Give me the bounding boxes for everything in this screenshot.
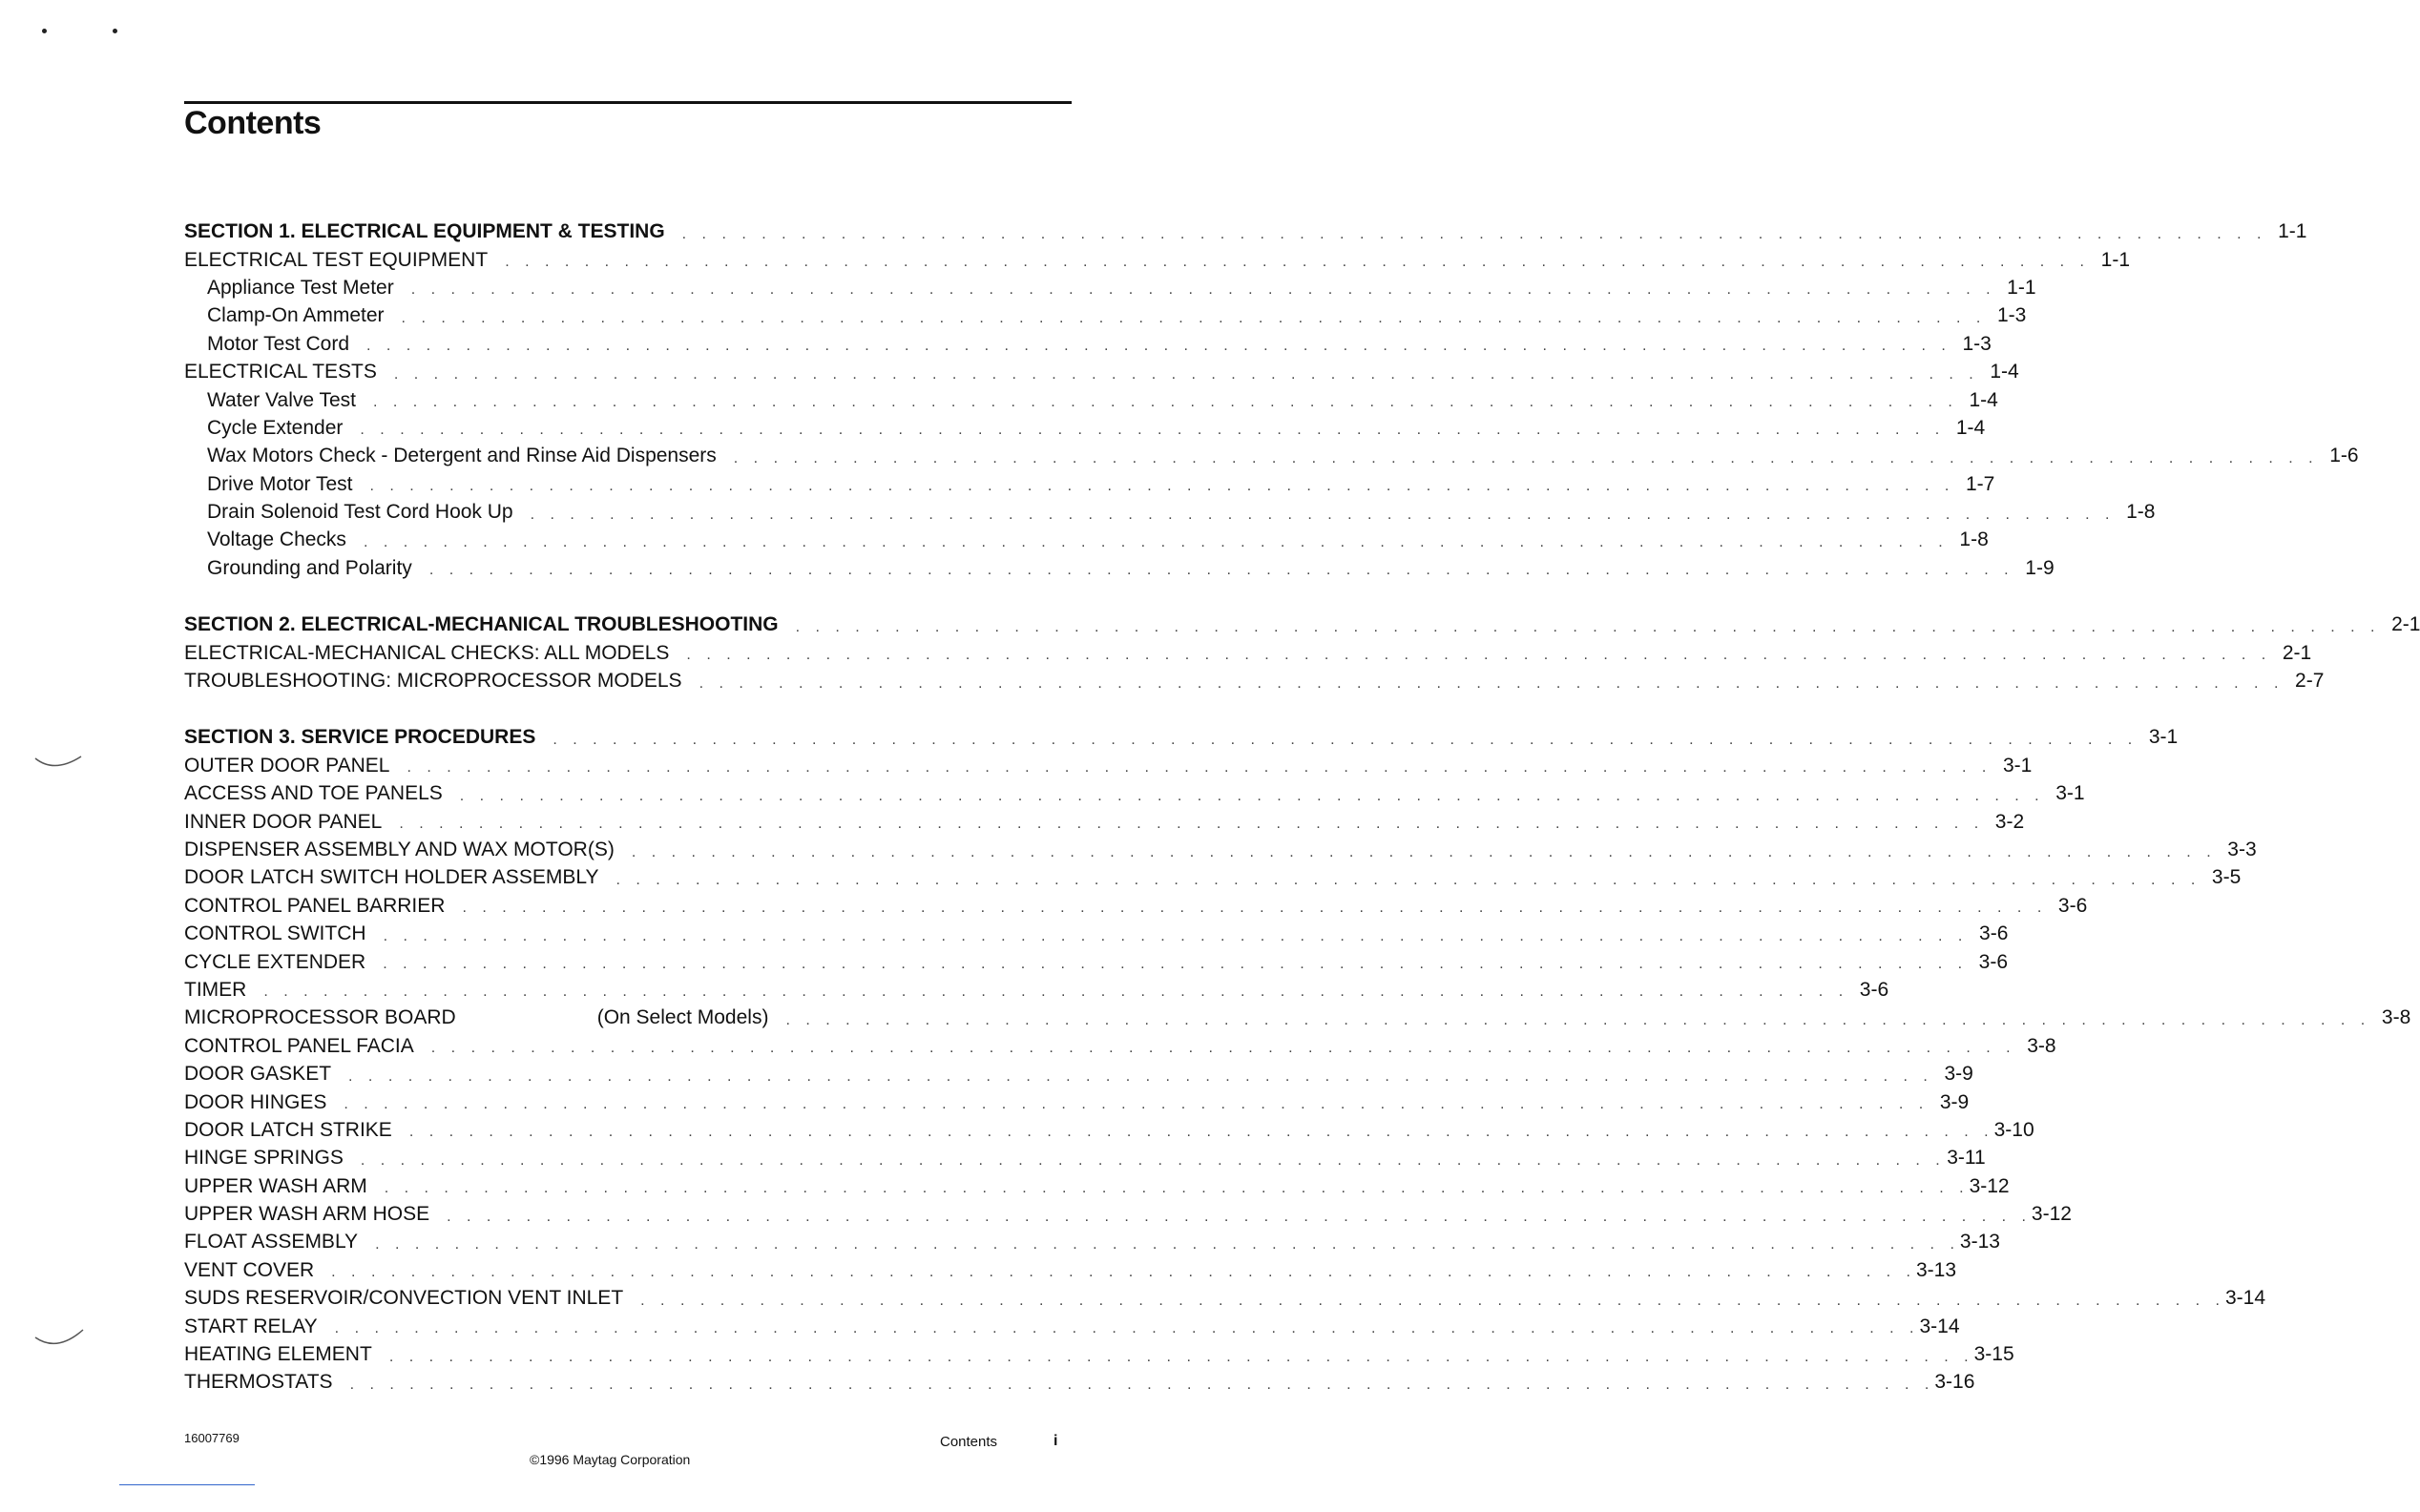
toc-entry[interactable]: [184, 1004, 2411, 1031]
toc-entry[interactable]: [184, 863, 2242, 891]
toc-entry[interactable]: [184, 554, 2055, 582]
toc-entry[interactable]: [184, 1144, 1986, 1171]
toc-entry[interactable]: [184, 779, 2085, 807]
toc-entry-label: UPPER WASH ARM HOSE: [184, 1203, 430, 1226]
toc-entry-page: 3-15: [1973, 1343, 2014, 1366]
doc-number: 16007769: [184, 1431, 240, 1445]
toc-entry-label: Drive Motor Test: [207, 472, 353, 495]
toc-entry-label: Appliance Test Meter: [207, 276, 394, 299]
toc-entry[interactable]: [184, 892, 2088, 920]
toc-entry-page: 1-8: [1959, 528, 1989, 551]
dot-leader: . . . . . . . . . . . . . . . . . . . . . . . . . . . . . . . . . . . . . . . . . . . . . . . . . . . . . . . . . . . . . . . . . . . . . . . . . . . . . . . .: [349, 1376, 1935, 1393]
toc-entry-page: 3-12: [1969, 1174, 2010, 1197]
toc-entry-label: DOOR LATCH SWITCH HOLDER ASSEMBLY: [184, 866, 599, 889]
toc-entry-label: CYCLE EXTENDER: [184, 950, 366, 973]
toc-entry-label: FLOAT ASSEMBLY: [184, 1231, 359, 1253]
toc-entry[interactable]: [184, 1060, 1973, 1087]
toc-entry[interactable]: [184, 385, 1998, 413]
toc-entry[interactable]: [184, 245, 2130, 273]
toc-entry-label: UPPER WASH ARM: [184, 1174, 367, 1197]
dot-leader: . . . . . . . . . . . . . . . . . . . . . . . . . . . . . . . . . . . . . . . . . . . . . . . . . . . . . . . . . . . . . . . . . . . . . . . . . . . . . . . .: [530, 506, 2116, 523]
dot-leader: . . . . . . . . . . . . . . . . . . . . . . . . . . . . . . . . . . . . . . . . . . . . . . . . . . . . . . . . . . . . . . . . . . . . . . . . . . . . . . . .: [462, 900, 2048, 917]
dot-leader: . . . . . . . . . . . . . . . . . . . . . . . . . . . . . . . . . . . . . . . . . . . . . . . . . . . . . . . . . . . . . . . . . . . . . . . . . . . . . . . .: [681, 225, 2267, 242]
dot-leader: . . . . . . . . . . . . . . . . . . . . . . . . . . . . . . . . . . . . . . . . . . . . . . . . . . . . . . . . . . . . . . . . . . . . . . . . . . . . . . . .: [615, 871, 2201, 888]
toc-entry-page: 1-4: [1990, 361, 2019, 383]
toc-entry-label: Voltage Checks: [207, 528, 346, 551]
toc-entry-page: 2-7: [2295, 670, 2325, 693]
toc-entry-page: 3-1: [2055, 782, 2085, 805]
toc-entry-label: Water Valve Test: [207, 388, 357, 411]
toc-entry-label: SUDS RESERVOIR/CONVECTION VENT INLET: [184, 1287, 624, 1310]
toc-entry-page: 1-7: [1965, 472, 1995, 495]
toc-entry-page: 3-1: [2002, 754, 2033, 777]
page-number: i: [1054, 1433, 1058, 1449]
toc-entry-page: 1-1: [2100, 248, 2130, 271]
toc-entry-page: 3-14: [2224, 1287, 2265, 1310]
toc-entry-page: 2-1: [2391, 613, 2420, 636]
dot-leader: . . . . . . . . . . . . . . . . . . . . . . . . . . . . . . . . . . . . . . . . . . . . . . . . . . . . . . . . . . . . . . . . . . . . . . . . . . . . . . . .: [369, 478, 1955, 495]
dot-leader: . . . . . . . . . . . . . . . . . . . . . . . . . . . . . . . . . . . . . . . . . . . . . . . . . . . . . . . . . . . . . . . . . . . . . . . . . . . . . . . .: [360, 1151, 1946, 1169]
toc-entry-label: START RELAY: [184, 1315, 318, 1337]
title-rule: [184, 101, 1072, 104]
toc-entry-page: 3-8: [2381, 1006, 2411, 1029]
toc-entry-label: ELECTRICAL TEST EQUIPMENT: [184, 248, 489, 271]
toc-entry-page: 1-8: [2126, 501, 2156, 524]
toc-entry[interactable]: [184, 442, 2359, 469]
toc-entry[interactable]: [184, 217, 2307, 245]
toc-entry[interactable]: [184, 836, 2257, 863]
scan-dot: [113, 29, 117, 33]
toc-entry-label: ACCESS AND TOE PANELS: [184, 782, 443, 805]
toc-entry-page: 3-2: [1994, 810, 2025, 833]
toc-entry-label: CONTROL PANEL FACIA: [184, 1034, 414, 1057]
toc-entry-page: 1-9: [2025, 556, 2055, 579]
toc-entry-label: Motor Test Cord: [207, 332, 349, 355]
scan-dot: [42, 29, 47, 33]
toc-entry-page: 3-6: [1978, 950, 2009, 973]
dot-leader: . . . . . . . . . . . . . . . . . . . . . . . . . . . . . . . . . . . . . . . . . . . . . . . . . . . . . . . . . . . . . . . . . . . . . . . . . . . . . . . .: [366, 338, 1951, 355]
dot-leader: . . . . . . . . . . . . . . . . . . . . . . . . . . . . . . . . . . . . . . . . . . . . . . . . . . . . . . . . . . . . . . . . . . . . . . . . . . . . . . . .: [408, 1124, 1994, 1141]
toc-entry-page: 3-13: [1915, 1258, 1956, 1281]
toc-entry-page: 3-11: [1947, 1147, 1986, 1170]
dot-leader: . . . . . . . . . . . . . . . . . . . . . . . . . . . . . . . . . . . . . . . . . . . . . . . . . . . . . . . . . . . . . . . . . . . . . . . . . . . . . . . .: [447, 1208, 2032, 1225]
toc-entry-page: 3-9: [1939, 1090, 1970, 1113]
toc-entry-label: CONTROL PANEL BARRIER: [184, 894, 446, 917]
toc-entry-label: DISPENSER ASSEMBLY AND WAX MOTOR(S): [184, 839, 615, 860]
dot-leader: . . . . . . . . . . . . . . . . . . . . . . . . . . . . . . . . . . . . . . . . . . . . . . . . . . . . . . . . . . . . . . . . . . . . . . . . . . . . . . . .: [459, 787, 2045, 804]
toc-entry-page: 3-3: [2227, 839, 2257, 860]
dot-leader: . . . . . . . . . . . . . . . . . . . . . . . . . . . . . . . . . . . . . . . . . . . . . . . . . . . . . . . . . . . . . . . . . . . . . . . . . . . . . . . .: [360, 422, 1946, 439]
toc-entry[interactable]: [184, 1032, 2056, 1060]
copyright: ©1996 Maytag Corporation: [530, 1452, 691, 1467]
toc-entry-label: HINGE SPRINGS: [184, 1147, 344, 1170]
scan-mark: [33, 749, 91, 777]
toc-entry-page: 1-3: [1962, 332, 1992, 355]
toc-entry-page: 1-6: [2329, 445, 2359, 467]
toc-entry[interactable]: [184, 1172, 2010, 1200]
toc-entry-page: 3-5: [2211, 866, 2242, 889]
toc-entry-label: INNER DOOR PANEL: [184, 810, 383, 833]
toc-entry-label: HEATING ELEMENT: [184, 1343, 372, 1366]
toc-entry-note: (On Select Models): [596, 1006, 769, 1029]
dot-leader: . . . . . . . . . . . . . . . . . . . . . . . . . . . . . . . . . . . . . . . . . . . . . . . . . . . . . . . . . . . . . . . . . . . . . . . . . . . . . . . .: [686, 647, 2272, 664]
table-of-contents: [184, 217, 2420, 1397]
toc-entry-label: VENT COVER: [184, 1258, 315, 1281]
toc-entry-page: 3-6: [1979, 922, 2009, 945]
dot-leader: . . . . . . . . . . . . . . . . . . . . . . . . . . . . . . . . . . . . . . . . . . . . . . . . . . . . . . . . . . . . . . . . . . . . . . . . . . . . . . . .: [631, 843, 2217, 860]
toc-entry-label: ELECTRICAL-MECHANICAL CHECKS: ALL MODELS: [184, 641, 670, 664]
toc-entry-label: SECTION 1. ELECTRICAL EQUIPMENT & TESTING: [184, 220, 665, 243]
toc-entry[interactable]: [184, 1200, 2072, 1228]
toc-entry[interactable]: [184, 1368, 1975, 1396]
toc-entry-page: 3-10: [1993, 1118, 2034, 1141]
toc-entry[interactable]: [184, 330, 1992, 358]
dot-leader: . . . . . . . . . . . . . . . . . . . . . . . . . . . . . . . . . . . . . . . . . . . . . . . . . . . . . . . . . . . . . . . . . . . . . . . . . . . . . . . .: [407, 759, 1992, 777]
toc-entry[interactable]: [184, 498, 2156, 526]
toc-entry[interactable]: [184, 976, 1889, 1004]
toc-entry[interactable]: [184, 947, 2009, 975]
toc-entry[interactable]: [184, 611, 2420, 638]
dot-leader: . . . . . . . . . . . . . . . . . . . . . . . . . . . . . . . . . . . . . . . . . . . . . . . . . . . . . . . . . . . . . . . . . . . . . . . . . . . . . . . .: [383, 956, 1969, 973]
toc-entry-page: 3-6: [1859, 978, 1889, 1001]
toc-entry-label: Clamp-On Ammeter: [207, 304, 385, 327]
dot-leader: . . . . . . . . . . . . . . . . . . . . . . . . . . . . . . . . . . . . . . . . . . . . . . . . . . . . . . . . . . . . . . . . . . . . . . . . . . . . . . . .: [263, 984, 1849, 1001]
toc-entry[interactable]: [184, 752, 2033, 779]
dot-leader: . . . . . . . . . . . . . . . . . . . . . . . . . . . . . . . . . . . . . . . . . . . . . . . . . . . . . . . . . . . . . . . . . . . . . . . . . . . . . . . .: [383, 927, 1969, 944]
dot-leader: . . . . . . . . . . . . . . . . . . . . . . . . . . . . . . . . . . . . . . . . . . . . . . . . . . . . . . . . . . . . . . . . . . . . . . . . . . . . . . . .: [785, 1011, 2371, 1028]
toc-entry-label: OUTER DOOR PANEL: [184, 754, 390, 777]
toc-entry[interactable]: [184, 667, 2325, 694]
dot-leader: . . . . . . . . . . . . . . . . . . . . . . . . . . . . . . . . . . . . . . . . . . . . . . . . . . . . . . . . . . . . . . . . . . . . . . . . . . . . . . . .: [375, 1235, 1960, 1253]
toc-entry-label: DOOR GASKET: [184, 1063, 332, 1086]
toc-entry-page: 3-9: [1944, 1063, 1973, 1086]
toc-entry-label: Drain Solenoid Test Cord Hook Up: [207, 501, 513, 524]
dot-leader: . . . . . . . . . . . . . . . . . . . . . . . . . . . . . . . . . . . . . . . . . . . . . . . . . . . . . . . . . . . . . . . . . . . . . . . . . . . . . . . .: [640, 1292, 2225, 1309]
dot-leader: . . . . . . . . . . . . . . . . . . . . . . . . . . . . . . . . . . . . . . . . . . . . . . . . . . . . . . . . . . . . . . . . . . . . . . . . . . . . . . . .: [733, 449, 2319, 466]
toc-entry[interactable]: [184, 807, 2025, 835]
dot-leader: . . . . . . . . . . . . . . . . . . . . . . . . . . . . . . . . . . . . . . . . . . . . . . . . . . . . . . . . . . . . . . . . . . . . . . . . . . . . . . . .: [388, 1348, 1974, 1365]
toc-entry-page: 3-1: [2148, 726, 2179, 749]
toc-entry-page: 3-14: [1919, 1315, 1960, 1337]
dot-leader: . . . . . . . . . . . . . . . . . . . . . . . . . . . . . . . . . . . . . . . . . . . . . . . . . . . . . . . . . . . . . . . . . . . . . . . . . . . . . . . .: [399, 816, 1985, 833]
toc-entry-label: Cycle Extender: [207, 416, 344, 439]
toc-entry-page: 3-8: [2027, 1034, 2056, 1057]
toc-entry[interactable]: [184, 1087, 1970, 1115]
toc-entry[interactable]: [184, 301, 2027, 329]
toc-entry[interactable]: [184, 638, 2312, 666]
dot-leader: . . . . . . . . . . . . . . . . . . . . . . . . . . . . . . . . . . . . . . . . . . . . . . . . . . . . . . . . . . . . . . . . . . . . . . . . . . . . . . . .: [410, 281, 1996, 299]
toc-entry-page: 1-4: [1969, 388, 1998, 411]
dot-leader: . . . . . . . . . . . . . . . . . . . . . . . . . . . . . . . . . . . . . . . . . . . . . . . . . . . . . . . . . . . . . . . . . . . . . . . . . . . . . . . .: [430, 1040, 2016, 1057]
toc-entry-label: DOOR HINGES: [184, 1090, 327, 1113]
toc-entry[interactable]: [184, 723, 2179, 751]
toc-entry-page: 3-13: [1959, 1231, 2000, 1253]
toc-entry-page: 1-3: [1997, 304, 2027, 327]
toc-entry-label: THERMOSTATS: [184, 1371, 333, 1394]
dot-leader: . . . . . . . . . . . . . . . . . . . . . . . . . . . . . . . . . . . . . . . . . . . . . . . . . . . . . . . . . . . . . . . . . . . . . . . . . . . . . . . .: [505, 254, 2090, 271]
toc-entry-label: DOOR LATCH STRIKE: [184, 1118, 392, 1141]
toc-entry[interactable]: [184, 1340, 2014, 1368]
dot-leader: . . . . . . . . . . . . . . . . . . . . . . . . . . . . . . . . . . . . . . . . . . . . . . . . . . . . . . . . . . . . . . . . . . . . . . . . . . . . . . . .: [393, 365, 1979, 383]
toc-entry-label: TIMER: [184, 978, 247, 1001]
dot-leader: . . . . . . . . . . . . . . . . . . . . . . . . . . . . . . . . . . . . . . . . . . . . . . . . . . . . . . . . . . . . . . . . . . . . . . . . . . . . . . . .: [331, 1264, 1916, 1281]
scan-mark: [33, 1326, 91, 1355]
toc-entry-label: CONTROL SWITCH: [184, 922, 366, 945]
toc-entry-label: MICROPROCESSOR BOARD: [184, 1006, 456, 1029]
toc-entry[interactable]: [184, 1284, 2265, 1312]
dot-leader: . . . . . . . . . . . . . . . . . . . . . . . . . . . . . . . . . . . . . . . . . . . . . . . . . . . . . . . . . . . . . . . . . . . . . . . . . . . . . . . .: [699, 674, 2284, 692]
dot-leader: . . . . . . . . . . . . . . . . . . . . . . . . . . . . . . . . . . . . . . . . . . . . . . . . . . . . . . . . . . . . . . . . . . . . . . . . . . . . . . . .: [553, 731, 2138, 748]
toc-entry[interactable]: [184, 274, 2036, 301]
toc-entry-page: 2-1: [2282, 641, 2312, 664]
toc-entry-label: Wax Motors Check - Detergent and Rinse Aid Dispensers: [207, 445, 717, 467]
toc-entry-label: ELECTRICAL TESTS: [184, 361, 377, 383]
toc-entry-page: 3-12: [2031, 1203, 2072, 1226]
footer-section: Contents: [940, 1434, 998, 1450]
toc-entry-page: 1-1: [2278, 220, 2307, 243]
toc-entry[interactable]: [184, 526, 1989, 553]
toc-entry[interactable]: [184, 1228, 2000, 1255]
dot-leader: . . . . . . . . . . . . . . . . . . . . . . . . . . . . . . . . . . . . . . . . . . . . . . . . . . . . . . . . . . . . . . . . . . . . . . . . . . . . . . . .: [373, 394, 1958, 411]
toc-entry[interactable]: [184, 920, 2009, 947]
dot-leader: . . . . . . . . . . . . . . . . . . . . . . . . . . . . . . . . . . . . . . . . . . . . . . . . . . . . . . . . . . . . . . . . . . . . . . . . . . . . . . . .: [428, 562, 2014, 579]
dot-leader: . . . . . . . . . . . . . . . . . . . . . . . . . . . . . . . . . . . . . . . . . . . . . . . . . . . . . . . . . . . . . . . . . . . . . . . . . . . . . . . .: [384, 1180, 1970, 1197]
toc-entry[interactable]: [184, 358, 2019, 385]
toc-entry[interactable]: [184, 1116, 2034, 1144]
dot-leader: . . . . . . . . . . . . . . . . . . . . . . . . . . . . . . . . . . . . . . . . . . . . . . . . . . . . . . . . . . . . . . . . . . . . . . . . . . . . . . . .: [344, 1096, 1930, 1113]
dot-leader: . . . . . . . . . . . . . . . . . . . . . . . . . . . . . . . . . . . . . . . . . . . . . . . . . . . . . . . . . . . . . . . . . . . . . . . . . . . . . . . .: [401, 309, 1987, 326]
dot-leader: . . . . . . . . . . . . . . . . . . . . . . . . . . . . . . . . . . . . . . . . . . . . . . . . . . . . . . . . . . . . . . . . . . . . . . . . . . . . . . . .: [795, 618, 2381, 635]
toc-entry-label: Grounding and Polarity: [207, 556, 412, 579]
dot-leader: . . . . . . . . . . . . . . . . . . . . . . . . . . . . . . . . . . . . . . . . . . . . . . . . . . . . . . . . . . . . . . . . . . . . . . . . . . . . . . . .: [348, 1067, 1933, 1085]
page-title: Contents: [184, 105, 322, 141]
toc-entry-page: 1-1: [2007, 276, 2036, 299]
toc-entry-label: SECTION 2. ELECTRICAL-MECHANICAL TROUBLESHOOTING: [184, 613, 779, 636]
toc-entry-page: 3-6: [2057, 894, 2088, 917]
toc-entry[interactable]: [184, 470, 1995, 498]
toc-entry-label: SECTION 3. SERVICE PROCEDURES: [184, 726, 536, 749]
toc-entry[interactable]: [184, 1312, 1960, 1339]
toc-entry[interactable]: [184, 1256, 1956, 1284]
toc-entry-label: TROUBLESHOOTING: MICROPROCESSOR MODELS: [184, 670, 682, 693]
toc-entry-page: 1-4: [1955, 416, 1986, 439]
toc-entry[interactable]: [184, 414, 1986, 442]
bottom-line: [119, 1484, 255, 1485]
toc-entry-page: 3-16: [1934, 1371, 1975, 1394]
dot-leader: . . . . . . . . . . . . . . . . . . . . . . . . . . . . . . . . . . . . . . . . . . . . . . . . . . . . . . . . . . . . . . . . . . . . . . . . . . . . . . . .: [334, 1320, 1920, 1337]
dot-leader: . . . . . . . . . . . . . . . . . . . . . . . . . . . . . . . . . . . . . . . . . . . . . . . . . . . . . . . . . . . . . . . . . . . . . . . . . . . . . . . .: [363, 533, 1949, 550]
